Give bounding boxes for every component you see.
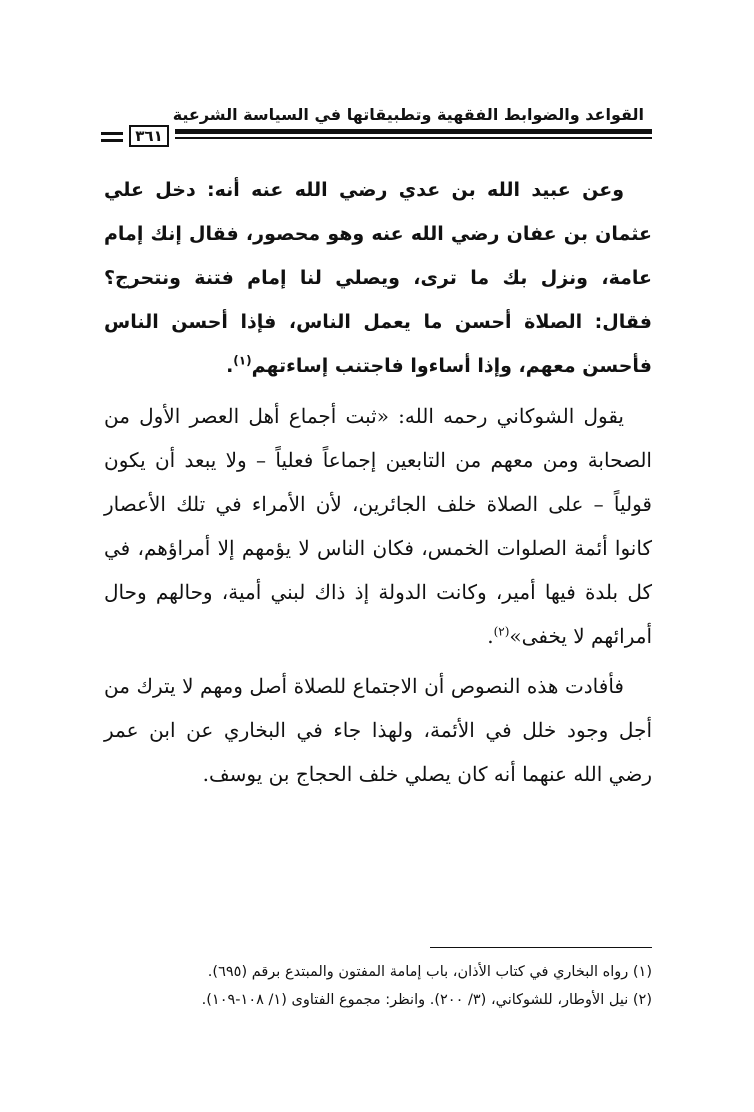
footnote-ref-2: (٢) [493, 624, 510, 639]
footnote-ref-1: (١) [233, 353, 252, 368]
running-header-title: القواعد والضوابط الفقهية وتطبيقاتها في السياسة الشرعية [172, 105, 644, 124]
header-rule-thick [175, 129, 652, 134]
body-text [104, 168, 652, 802]
page-number: ٣٦١ [129, 125, 169, 147]
paragraph-conclusion: فأفادت هذه النصوص أن الاجتماع للصلاة أصل ومهم لا يترك من أجل وجود خلل في الأئمة، ولهذا جاء في البخاري عن ابن عمر رضي الله عنهما أنه كان يصلي خلف الحجاج بن يوسف. [104, 674, 652, 786]
paragraph-text: يقول الشوكاني رحمه الله: «ثبت أجماع أهل العصر الأول من الصحابة ومن معهم من التابعين إجماعاً فعلياً – ولا يبعد أن يكون قولياً – على الصلاة خلف الجائرين، لأن الأمراء في تلك الأعصار كانوا أئمة الصلوات الخمس، فكان الناس لا يؤمهم إلا أمراؤهم، في كل بلدة فيها أمير، وكانت الدولة إذ ذاك لبني أمية، وحالهم وحال أمرائهم لا يخفى» [104, 404, 652, 648]
paragraph-text: وعن عبيد الله بن عدي رضي الله عنه أنه: دخل علي عثمان بن عفان رضي الله عنه وهو محصور، فقال إنك إمام عامة، ونزل بك ما ترى، ويصلي لنا إمام فتنة ونتحرج؟ فقال: الصلاة أحسن ما يعمل الناس، فإذا أحسن الناس فأحسن معهم، وإذا أساءوا فاجتنب إساءتهم [104, 179, 652, 377]
footnote-2: (٢) نيل الأوطار، للشوكاني، (٣/ ٢٠٠). وانظر: مجموع الفتاوى (١/ ١٠٨-١٠٩). [201, 992, 652, 1008]
footnote-1: (١) رواه البخاري في كتاب الأذان، باب إمامة المفتون والمبتدع برقم (٦٩٥). [207, 964, 652, 980]
header-rule-thin [175, 137, 652, 139]
paragraph-ubaidullah [104, 168, 652, 388]
paragraph-shawkani-quote [104, 394, 652, 658]
header-rule-left-top [101, 132, 123, 135]
footnote-separator [430, 947, 652, 948]
header-rule-left-bottom [101, 139, 123, 142]
paragraph-end-mark: . [226, 355, 234, 377]
footnotes [92, 958, 652, 1014]
paragraph-end-mark: . [487, 624, 494, 648]
